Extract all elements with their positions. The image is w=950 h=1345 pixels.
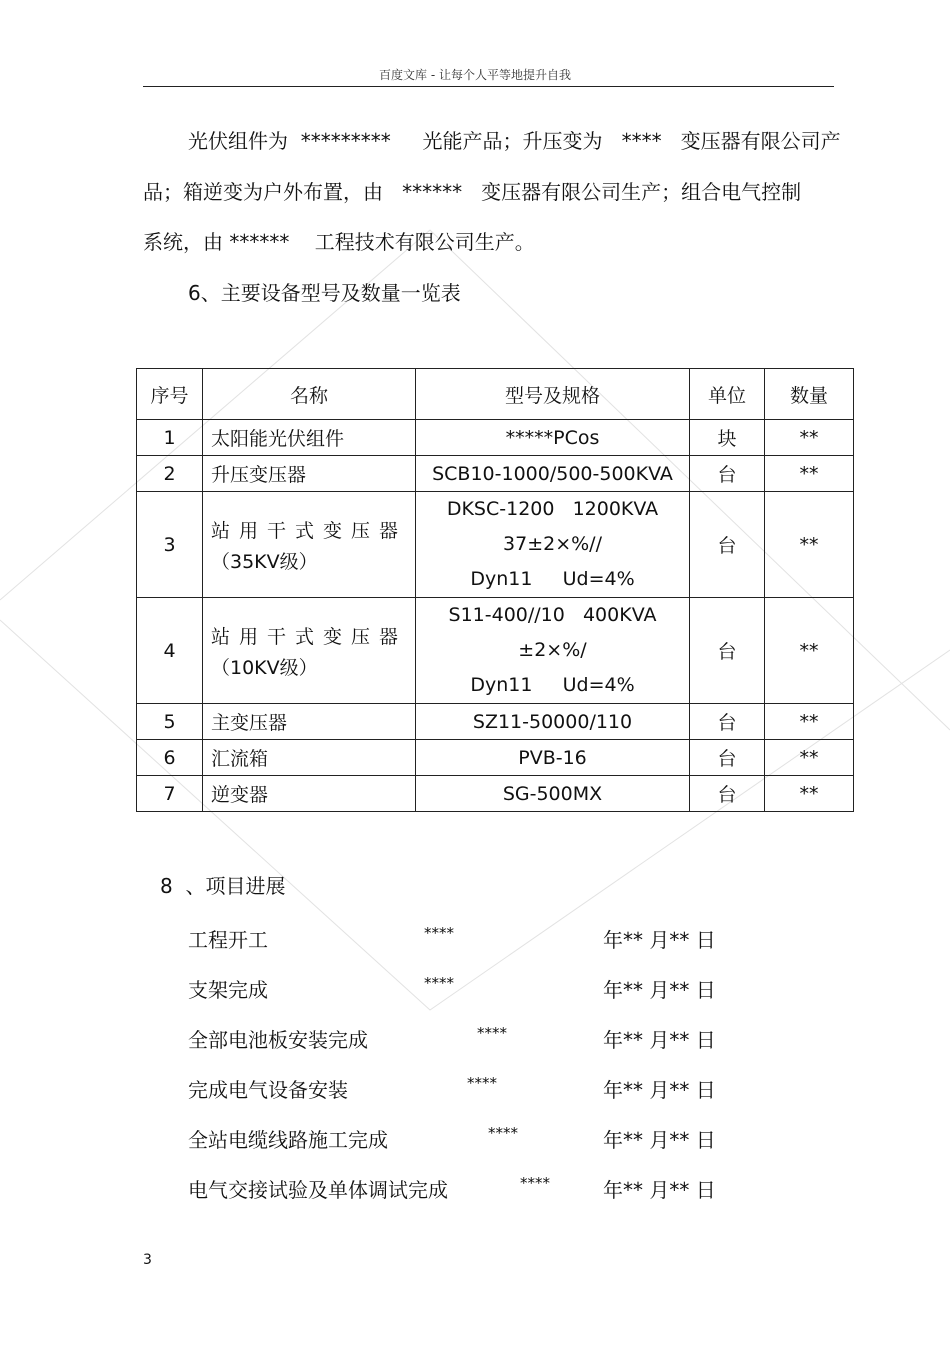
cell-unit: 台 xyxy=(690,704,765,740)
progress-item-date: 年** 月** 日 xyxy=(603,1128,716,1152)
cell-unit: 台 xyxy=(690,598,765,704)
cell-unit: 台 xyxy=(690,492,765,598)
progress-item-label: 电气交接试验及单体调试完成 xyxy=(188,1178,448,1202)
cell-qty: ** xyxy=(765,704,854,740)
progress-item-value: **** xyxy=(477,1024,507,1042)
cell-no: 6 xyxy=(137,740,203,776)
cell-name-line-1: 站用干式变压器 xyxy=(211,519,408,542)
cell-unit: 台 xyxy=(690,776,765,812)
cell-name: 逆变器 xyxy=(203,776,416,812)
intro-line-1: 光伏组件为 ********* 光能产品；升压变为 **** 变压器有限公司产 xyxy=(188,129,841,153)
cell-no: 5 xyxy=(137,704,203,740)
header-cell-no: 序号 xyxy=(137,369,203,420)
section-6-title: 6、主要设备型号及数量一览表 xyxy=(188,281,461,305)
table-row xyxy=(137,704,854,740)
progress-item-value: **** xyxy=(424,974,454,992)
cell-qty: ** xyxy=(765,420,854,456)
cell-no: 1 xyxy=(137,420,203,456)
progress-item-value: **** xyxy=(467,1074,497,1092)
page-header: 百度文库 - 让每个人平等地提升自我 xyxy=(379,68,571,82)
progress-item-label: 工程开工 xyxy=(188,928,268,952)
cell-name: 主变压器 xyxy=(203,704,416,740)
equipment-table xyxy=(136,368,854,812)
progress-item-date: 年** 月** 日 xyxy=(603,1178,716,1202)
table-row xyxy=(137,456,854,492)
header-cell-name: 名称 xyxy=(203,369,416,420)
progress-item-value: **** xyxy=(424,924,454,942)
progress-item-date: 年** 月** 日 xyxy=(603,1078,716,1102)
cell-unit: 台 xyxy=(690,740,765,776)
cell-qty: ** xyxy=(765,776,854,812)
table-row xyxy=(137,492,854,598)
progress-item-value: **** xyxy=(488,1124,518,1142)
progress-item-label: 全站电缆线路施工完成 xyxy=(188,1128,388,1152)
cell-spec: SZ11-50000/110 xyxy=(416,704,690,740)
cell-spec xyxy=(416,492,690,598)
progress-item-value: **** xyxy=(520,1174,550,1192)
cell-name: 汇流箱 xyxy=(203,740,416,776)
intro-line-3: 系统，由 ****** 工程技术有限公司生产。 xyxy=(143,230,535,254)
cell-spec: *****PCos xyxy=(416,420,690,456)
cell-name xyxy=(203,492,416,598)
progress-item-date: 年** 月** 日 xyxy=(603,928,716,952)
cell-name-line-2: （10KV级） xyxy=(211,656,318,679)
progress-item-label: 支架完成 xyxy=(188,978,268,1002)
table-row xyxy=(137,598,854,704)
table-row xyxy=(137,776,854,812)
cell-unit: 台 xyxy=(690,456,765,492)
cell-no: 4 xyxy=(137,598,203,704)
cell-name-line-1: 站用干式变压器 xyxy=(211,625,408,648)
cell-spec: SG-500MX xyxy=(416,776,690,812)
cell-qty: ** xyxy=(765,492,854,598)
header-cell-unit: 单位 xyxy=(690,369,765,420)
cell-no: 2 xyxy=(137,456,203,492)
cell-name: 升压变压器 xyxy=(203,456,416,492)
progress-item-label: 全部电池板安装完成 xyxy=(188,1028,368,1052)
cell-spec: PVB-16 xyxy=(416,740,690,776)
cell-qty: ** xyxy=(765,740,854,776)
table-row xyxy=(137,420,854,456)
progress-item-date: 年** 月** 日 xyxy=(603,1028,716,1052)
header-cell-spec: 型号及规格 xyxy=(416,369,690,420)
cell-name: 太阳能光伏组件 xyxy=(203,420,416,456)
cell-spec-line: ±2×%/ xyxy=(518,639,587,661)
section-8-title: 8 、项目进展 xyxy=(160,874,286,898)
cell-spec-line: DKSC-1200 1200KVA xyxy=(446,498,659,520)
cell-qty: ** xyxy=(765,598,854,704)
cell-spec: SCB10-1000/500-500KVA xyxy=(416,456,690,492)
table-row xyxy=(137,740,854,776)
cell-no: 7 xyxy=(137,776,203,812)
cell-name-line-2: （35KV级） xyxy=(211,550,318,573)
header-cell-qty: 数量 xyxy=(765,369,854,420)
cell-spec-line: Dyn11 Ud=4% xyxy=(470,568,635,590)
table-header-row xyxy=(137,369,854,420)
cell-spec-line: 37±2×%// xyxy=(503,533,602,555)
cell-name xyxy=(203,598,416,704)
cell-spec-line: S11-400//10 400KVA xyxy=(448,604,657,626)
intro-line-2: 品；箱逆变为户外布置，由 ****** 变压器有限公司生产；组合电气控制 xyxy=(143,180,802,204)
cell-no: 3 xyxy=(137,492,203,598)
page-number: 3 xyxy=(143,1252,152,1268)
cell-spec-line: Dyn11 Ud=4% xyxy=(470,674,635,696)
cell-unit: 块 xyxy=(690,420,765,456)
cell-qty: ** xyxy=(765,456,854,492)
progress-item-label: 完成电气设备安装 xyxy=(188,1078,348,1102)
cell-spec xyxy=(416,598,690,704)
progress-item-date: 年** 月** 日 xyxy=(603,978,716,1002)
header-divider xyxy=(143,86,834,87)
